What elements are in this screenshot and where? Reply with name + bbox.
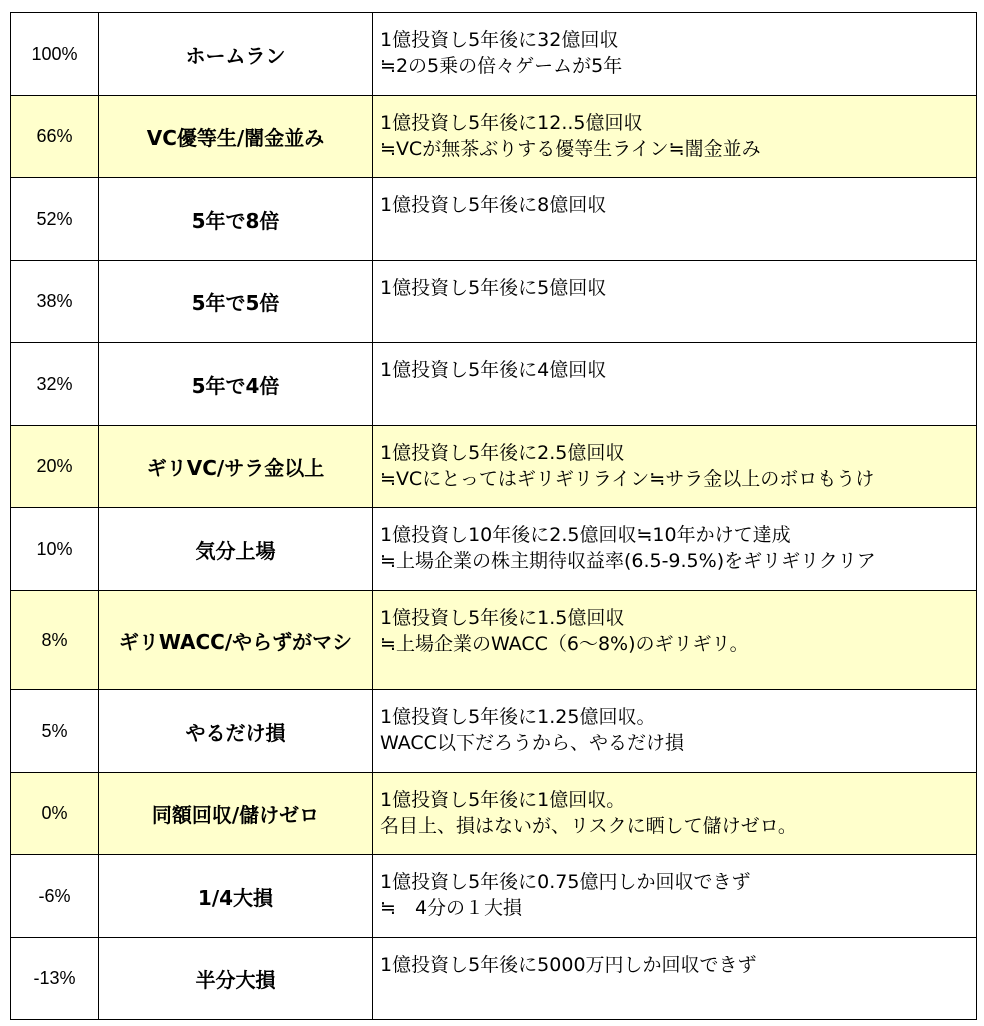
- description-cell: [373, 178, 977, 261]
- description-line: 1億投資し5年後に8億回収: [380, 194, 607, 216]
- rate-table: [10, 12, 977, 1020]
- table-row: [11, 690, 977, 773]
- description-line: WACC以下だろうから、やるだけ損: [380, 732, 684, 754]
- description-cell: [373, 773, 977, 855]
- description-line: 1億投資し5年後に12..5億回収: [380, 112, 643, 134]
- description-cell: [373, 591, 977, 690]
- description-line: ≒上場企業のWACC（6～8%)のギリギリ。: [380, 633, 749, 655]
- description-cell: [373, 343, 977, 426]
- description-cell: [373, 426, 977, 508]
- description-line: 1億投資し10年後に2.5億回収≒10年かけて達成: [380, 524, 791, 546]
- label-cell: ホームラン: [99, 13, 373, 96]
- rate-cell: -6%: [11, 855, 99, 938]
- description-cell: [373, 261, 977, 343]
- label-cell: ギリWACC/やらずがマシ: [99, 591, 373, 690]
- description-line: 1億投資し5年後に4億回収: [380, 359, 607, 381]
- description-line: ≒VCにとってはギリギリライン≒サラ金以上のボロもうけ: [380, 468, 875, 490]
- description-line: ≒上場企業の株主期待収益率(6.5-9.5%)をギリギリクリア: [380, 550, 876, 572]
- rate-cell: 10%: [11, 508, 99, 591]
- table-row: [11, 773, 977, 855]
- description-line: 1億投資し5年後に5000万円しか回収できず: [380, 954, 757, 976]
- description-cell: [373, 690, 977, 773]
- label-cell: ギリVC/サラ金以上: [99, 426, 373, 508]
- label-cell: VC優等生/闇金並み: [99, 96, 373, 178]
- table-row: [11, 938, 977, 1020]
- description-line: 1億投資し5年後に1.25億回収。: [380, 706, 656, 728]
- label-cell: 5年で8倍: [99, 178, 373, 261]
- description-line: 1億投資し5年後に2.5億回収: [380, 442, 625, 464]
- table-row: [11, 508, 977, 591]
- description-cell: [373, 13, 977, 96]
- table-row: [11, 343, 977, 426]
- table-row: [11, 96, 977, 178]
- rate-cell: -13%: [11, 938, 99, 1020]
- description-cell: [373, 938, 977, 1020]
- table-row: [11, 261, 977, 343]
- description-line: ≒2の5乗の倍々ゲームが5年: [380, 55, 623, 77]
- rate-cell: 20%: [11, 426, 99, 508]
- description-line: 1億投資し5年後に0.75億円しか回収できず: [380, 871, 751, 893]
- label-cell: やるだけ損: [99, 690, 373, 773]
- description-line: 1億投資し5年後に32億回収: [380, 29, 619, 51]
- label-cell: 1/4大損: [99, 855, 373, 938]
- rate-cell: 32%: [11, 343, 99, 426]
- description-line: 1億投資し5年後に1.5億回収: [380, 607, 625, 629]
- label-cell: 5年で5倍: [99, 261, 373, 343]
- label-cell: 気分上場: [99, 508, 373, 591]
- description-line: 名目上、損はないが、リスクに晒して儲けゼロ。: [380, 815, 797, 837]
- table-row: [11, 591, 977, 690]
- label-cell: 同額回収/儲けゼロ: [99, 773, 373, 855]
- table-row: [11, 426, 977, 508]
- description-cell: [373, 96, 977, 178]
- description-line: 1億投資し5年後に5億回収: [380, 277, 607, 299]
- rate-cell: 0%: [11, 773, 99, 855]
- rate-cell: 100%: [11, 13, 99, 96]
- rate-cell: 5%: [11, 690, 99, 773]
- description-line: ≒ 4分の１大損: [380, 897, 523, 919]
- label-cell: 半分大損: [99, 938, 373, 1020]
- table-row: [11, 178, 977, 261]
- description-cell: [373, 508, 977, 591]
- description-line: ≒VCが無茶ぶりする優等生ライン≒闇金並み: [380, 138, 761, 160]
- rate-cell: 8%: [11, 591, 99, 690]
- rate-cell: 66%: [11, 96, 99, 178]
- table-row: [11, 13, 977, 96]
- table-row: [11, 855, 977, 938]
- rate-cell: 38%: [11, 261, 99, 343]
- label-cell: 5年で4倍: [99, 343, 373, 426]
- description-line: 1億投資し5年後に1億回収。: [380, 789, 626, 811]
- rate-cell: 52%: [11, 178, 99, 261]
- description-cell: [373, 855, 977, 938]
